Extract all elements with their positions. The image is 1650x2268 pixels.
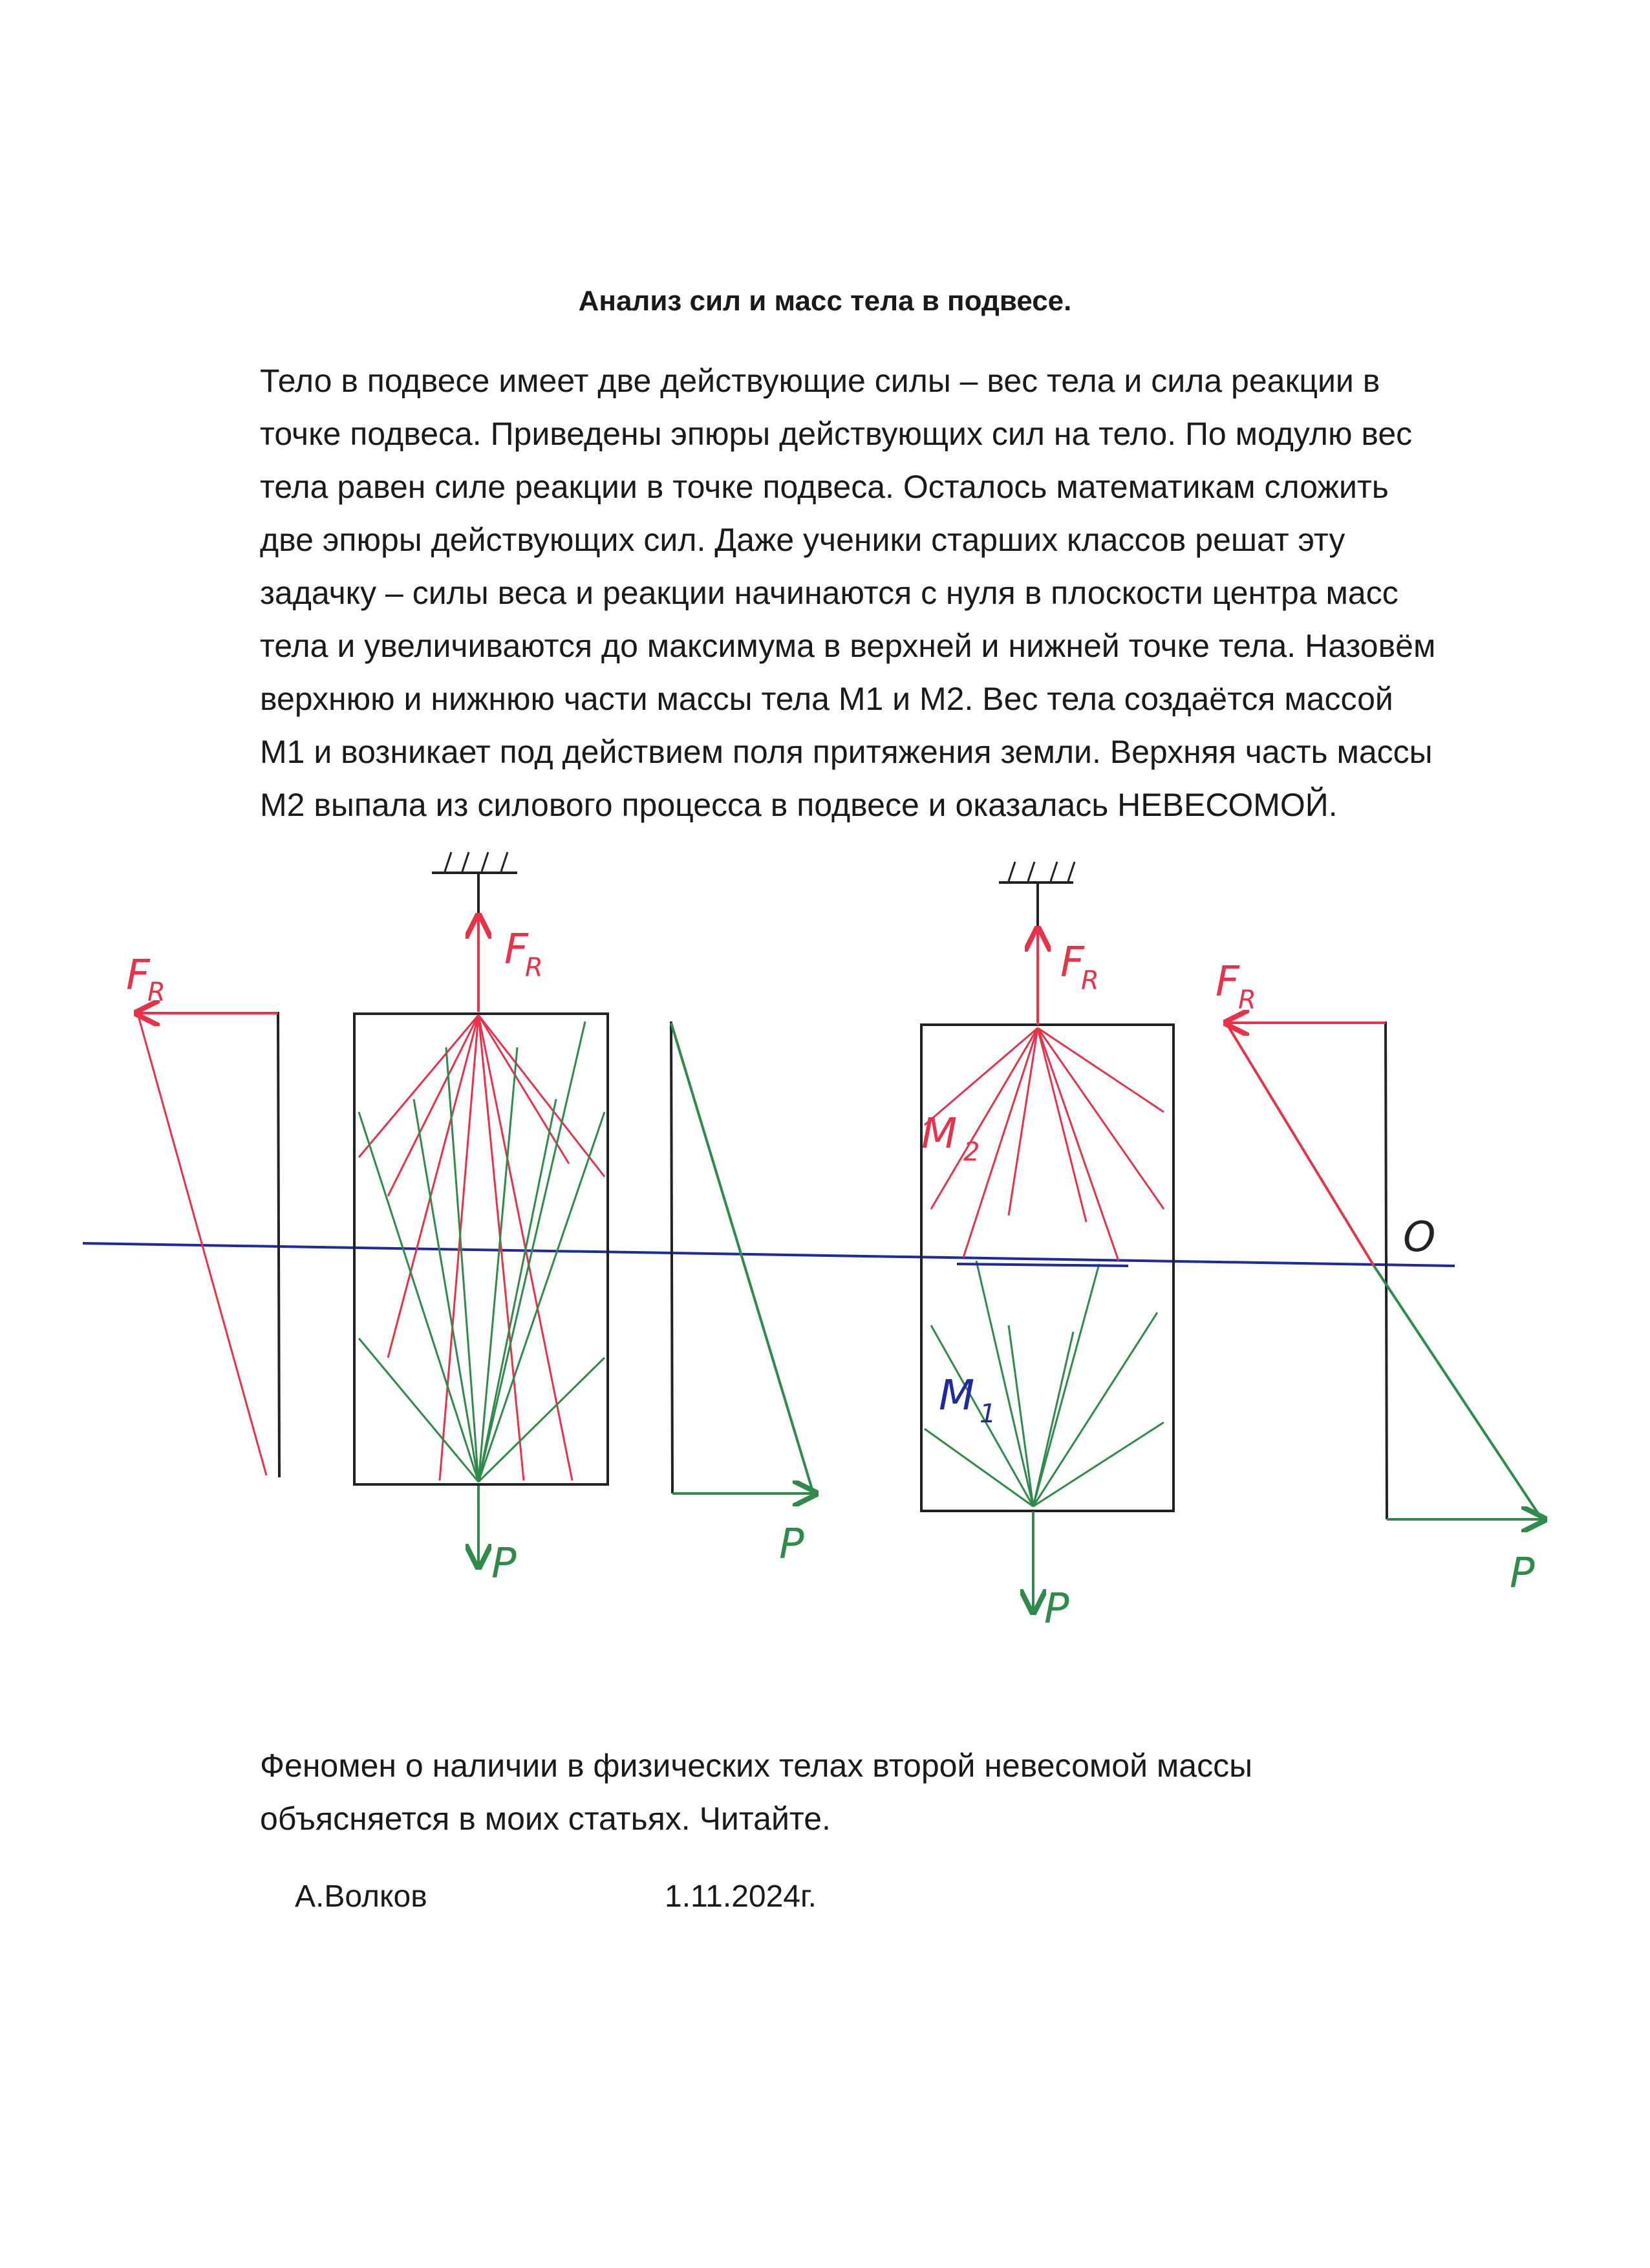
author-name: А.Волков (295, 1879, 427, 1914)
m2-subscript: 2 (963, 1137, 980, 1167)
fr-top2-label: F (1060, 939, 1084, 987)
intro-line: тела и увеличиваются до максимума в верхней и нижней точке тела. Назовём (260, 628, 1436, 664)
intro-line: тела равен силе реакции в точке подвеса. Осталось математикам сложить (260, 469, 1389, 505)
closing-line: Феномен о наличии в физических телах второй невесомой массы (260, 1748, 1253, 1784)
closing-line: объясняется в моих статьях. Читайте. (260, 1801, 831, 1837)
document-title: Анализ сил и масс тела в подвесе. (578, 285, 1072, 317)
p4-label: P (1510, 1550, 1535, 1598)
fr-top2-subscript: R (1081, 966, 1099, 996)
m1-label: M (939, 1372, 975, 1420)
p3-label: P (1044, 1585, 1069, 1633)
intro-line: задачку – силы веса и реакции начинаются с нуля в плоскости центра масс (260, 575, 1398, 611)
m1-subscript: 1 (980, 1399, 996, 1429)
center-of-mass-axis (83, 1243, 1455, 1266)
intro-line: две эпюры действующих сил. Даже ученики старших классов решат эту (260, 522, 1345, 558)
left-reaction-epure (126, 952, 279, 1477)
fr-top1-label: F (504, 926, 528, 974)
closing-paragraph (260, 1739, 1527, 1845)
intro-line: точке подвеса. Приведены эпюры действующих сил на тело. По модулю вес (260, 416, 1413, 452)
document-date: 1.11.2024г. (665, 1879, 817, 1914)
p1-label: P (491, 1540, 517, 1588)
intro-line: М1 и возникает под действием поля притяжения земли. Верхняя часть массы (260, 734, 1433, 770)
intro-line: М2 выпала из силового процесса в подвесе и оказалась НЕВЕСОМОЙ. (260, 787, 1338, 823)
fr-left-label: F (126, 952, 150, 1000)
body-two (921, 862, 1173, 1633)
fr-right-label: F (1216, 958, 1239, 1006)
intro-line: верхнюю и нижнюю части массы тела М1 и М2. Вес тела создаётся массой (260, 681, 1393, 717)
origin-label: O (1403, 1214, 1436, 1261)
m2-label: M (921, 1110, 958, 1158)
p2-label: P (779, 1521, 804, 1568)
fr-right-subscript: R (1238, 985, 1256, 1015)
weight-epure-one (671, 1022, 813, 1568)
combined-epure (1216, 958, 1542, 1598)
fr-top1-subscript: R (525, 953, 543, 983)
body-one (354, 852, 608, 1588)
fr-left-subscript: R (147, 978, 166, 1007)
intro-line: Тело в подвесе имеет две действующие силы – вес тела и сила реакции в (260, 363, 1380, 399)
